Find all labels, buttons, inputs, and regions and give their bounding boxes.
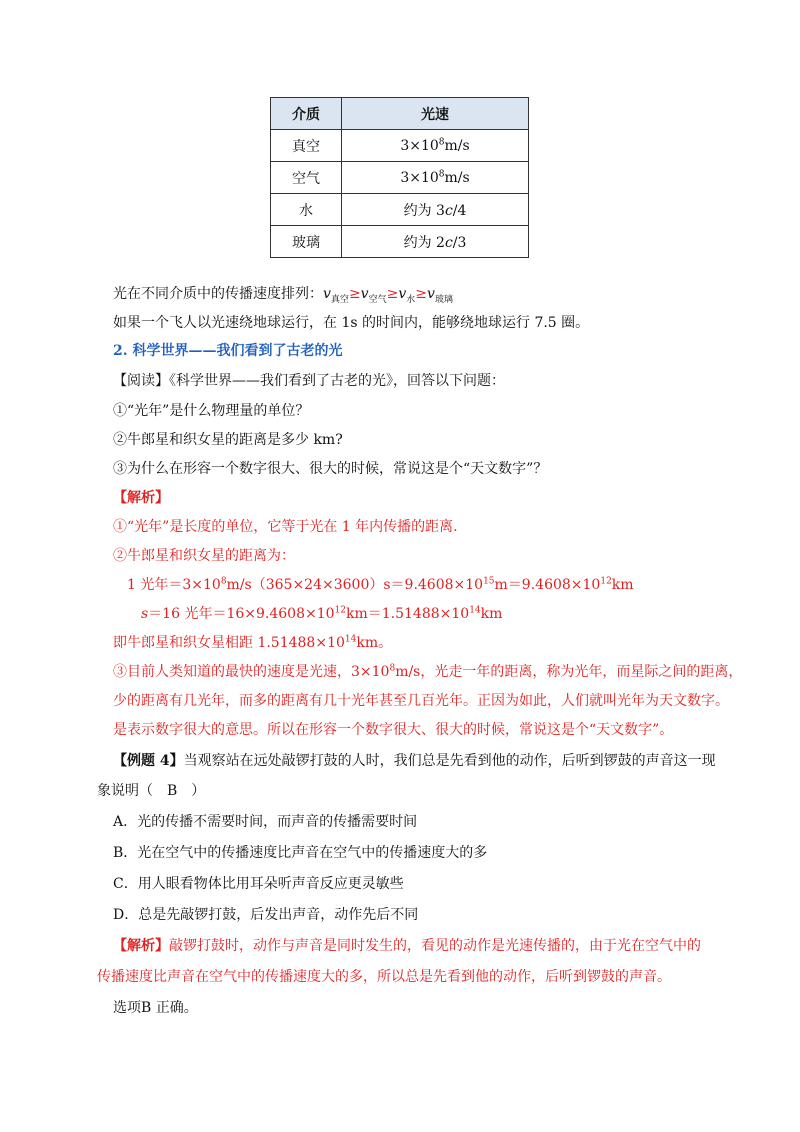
speed-unit: m/s: [444, 169, 470, 186]
speed-base: 3×10: [400, 137, 439, 154]
table-cell-speed: [342, 194, 529, 226]
v-symbol: v: [427, 286, 435, 302]
sub-air: 空气: [368, 294, 387, 305]
question-1: ①“光年”是什么物理量的单位？: [113, 403, 310, 419]
sub-water: 水: [406, 294, 416, 305]
formula-1-c-exp: 12: [600, 576, 612, 587]
table-cell-medium: 玻璃: [271, 226, 342, 258]
distance-a: 即牛郎星和织女星相距 1.51488×10: [113, 635, 345, 651]
ge-sign: ≥: [415, 286, 428, 302]
example-analysis-line-1: [113, 935, 701, 955]
answer-1: ①“光年”是长度的单位，它等于光在 1 年内传播的距离.: [113, 519, 458, 535]
speed-unit: m/s: [444, 137, 470, 154]
distance-exp: 14: [344, 634, 357, 645]
light-speed-table: [270, 97, 529, 258]
formula-1-d: km: [611, 577, 634, 593]
table-cell-speed: [342, 162, 529, 194]
option-c: C．用人眼看物体比用耳朵听声音反应更灵敏些: [113, 876, 404, 892]
table-row: [271, 130, 529, 162]
example-answer: 选项B 正确。: [113, 1000, 198, 1016]
analysis-label: 【解析】: [113, 490, 169, 506]
distance-line: [113, 632, 392, 652]
formula-2-c: km: [480, 606, 503, 622]
option-a: A．光的传播不需要时间，而声音的传播需要时间: [113, 814, 418, 830]
v-symbol: v: [360, 286, 369, 302]
speed-base: 3×10: [400, 169, 439, 186]
table-header-row: [271, 98, 529, 130]
table-cell-speed: [342, 226, 529, 258]
question-2: ②牛郎星和织女星的距离是多少 km?: [113, 432, 343, 448]
speed-exp: 8: [438, 136, 445, 147]
speed-var: c: [444, 234, 453, 251]
table-row: [271, 162, 529, 194]
example-stem-line-1: [113, 750, 716, 770]
example-stem-1: 当观察站在远处敲锣打鼓的人时，我们总是先看到他的动作，后听到锣鼓的声音这一现: [183, 753, 716, 769]
speed-order-text: 光在不同介质中的传播速度排列：: [113, 286, 323, 302]
answer-3-a: ③目前人类知道的最快的速度是光速，3×10: [113, 664, 390, 680]
orbit-line: 如果一个飞人以光速绕地球运行，在 1s 的时间内，能够绕地球运行 7.5 圈。: [113, 315, 590, 331]
v-symbol: v: [323, 286, 331, 302]
speed-order-line: [113, 283, 453, 303]
answer-3-line-2: 少的距离有几光年，而多的距离有几十光年甚至几百光年。正因为如此，人们就叫光年为天文数字。: [113, 693, 729, 709]
answer-2-intro: ②牛郎星和织女星的距离为：: [113, 548, 295, 564]
example-analysis-label: 【解析】: [113, 938, 169, 954]
example-analysis-1: 敲锣打鼓时，动作与声音是同时发生的，看见的动作是光速传播的，由于光在空气中的: [169, 938, 701, 954]
formula-2-b-exp: 14: [469, 605, 481, 616]
table-header-medium: 介质: [271, 98, 342, 130]
table-cell-medium: 水: [271, 194, 342, 226]
formula-1-c: m＝9.4608×10: [494, 577, 601, 593]
speed-var: c: [444, 202, 453, 219]
formula-1-b: m/s（365×24×3600）s＝9.4608×10: [226, 577, 484, 593]
speed-exp: 8: [438, 168, 445, 179]
v-symbol: v: [398, 286, 407, 302]
formula-2-a-exp: 12: [334, 605, 346, 616]
answer-3-exp: 8: [389, 663, 396, 674]
answer-3-b: m/s，光走一年的距离，称为光年，而星际之间的距离，: [395, 664, 743, 680]
speed-suffix: /4: [452, 202, 467, 219]
example-label: 【例题 4】: [113, 753, 184, 769]
formula-1-b-exp: 15: [483, 576, 495, 587]
formula-1-a-exp: 8: [220, 576, 227, 587]
answer-3-line-3: 是表示数字很大的意思。所以在形容一个数字很大、很大的时候，常说这是个“天文数字”。: [113, 722, 674, 738]
table-cell-speed: [342, 130, 529, 162]
formula-2: [141, 603, 502, 623]
formula-1: [127, 574, 634, 594]
sub-glass: 玻璃: [434, 294, 453, 305]
question-3: ③为什么在形容一个数字很大、很大的时候，常说这是个“天文数字”？: [113, 461, 548, 477]
sub-vacuum: 真空: [330, 294, 349, 305]
speed-suffix: /3: [452, 234, 467, 251]
option-d: D．总是先敲锣打鼓，后发出声音，动作先后不同: [113, 907, 419, 923]
ge-sign: ≥: [348, 286, 361, 302]
formula-2-s: s: [141, 606, 149, 622]
table-cell-medium: 真空: [271, 130, 342, 162]
example-analysis-line-2: 传播速度比声音在空气中的传播速度大的多，所以总是先看到他的动作，后听到锣鼓的声音。: [97, 969, 671, 985]
reading-line: 【阅读】《科学世界——我们看到了古老的光》，回答以下问题：: [113, 373, 505, 389]
example-stem-line-2: 象说明（ B ）: [97, 783, 206, 799]
formula-2-a: ＝16 光年＝16×9.4608×10: [148, 606, 335, 622]
speed-prefix: 约为 2: [403, 234, 445, 251]
table-row: [271, 226, 529, 258]
table-row: [271, 194, 529, 226]
distance-b: km。: [356, 635, 393, 651]
table-cell-medium: 空气: [271, 162, 342, 194]
formula-1-a: 1 光年＝3×10: [127, 577, 221, 593]
option-b: B．光在空气中的传播速度比声音在空气中的传播速度大的多: [113, 845, 488, 861]
section-heading: 2. 科学世界——我们看到了古老的光: [113, 343, 343, 359]
ge-sign: ≥: [386, 286, 399, 302]
table-header-speed: 光速: [342, 98, 529, 130]
formula-2-b: km＝1.51488×10: [345, 606, 470, 622]
answer-3-line-1: [113, 661, 742, 681]
speed-prefix: 约为 3: [403, 202, 445, 219]
